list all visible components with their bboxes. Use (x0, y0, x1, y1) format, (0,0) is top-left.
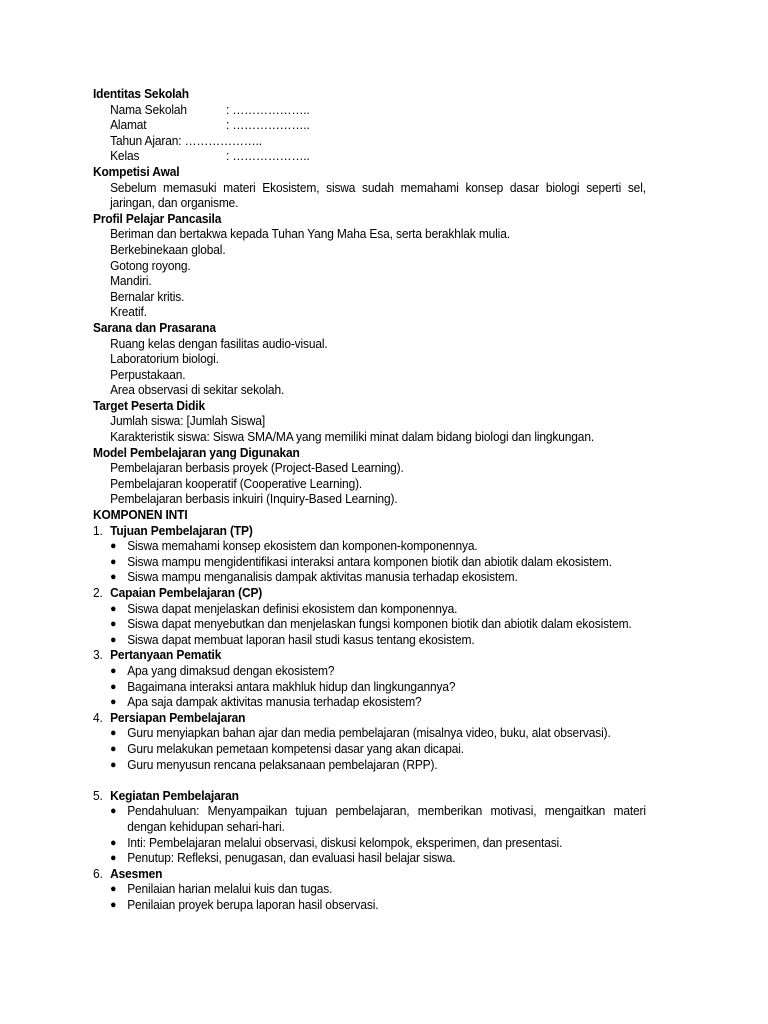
list-item: Gotong royong. (110, 258, 191, 273)
list-item: Berkebinekaan global. (110, 242, 226, 257)
profil-list (93, 227, 646, 321)
list-item: Perpustakaan. (110, 367, 186, 382)
list-item (93, 664, 646, 680)
identitas-field (93, 149, 646, 165)
list-item: Ruang kelas dengan fasilitas audio-visual. (110, 336, 328, 351)
sarana-list (93, 337, 646, 399)
list-item: Pembelajaran berbasis proyek (Project-Based Learning). (110, 461, 404, 476)
bullet-text: Penutup: Refleksi, penugasan, dan evaluasi hasil belajar siswa. (127, 851, 456, 866)
list-item (93, 570, 646, 586)
list-item (93, 851, 646, 867)
list-item (93, 633, 646, 649)
kompetensi-text: Sebelum memasuki materi Ekosistem, siswa sudah memahami konsep dasar biologi seperti sel, jaringan, dan organisme. (110, 180, 646, 211)
list-item: Mandiri. (110, 274, 152, 289)
section-number: 1. (93, 523, 103, 538)
list-item: Karakteristik siswa: Siswa SMA/MA yang memiliki minat dalam bidang biologi dan lingkungan. (110, 430, 595, 445)
bullet-icon: ● (110, 898, 117, 911)
list-item (93, 555, 646, 571)
bullet-icon: ● (110, 805, 117, 818)
target-list (93, 414, 646, 445)
bullet-text: Siswa mampu menganalisis dampak aktivitas manusia terhadap ekosistem. (127, 570, 518, 585)
list-item (93, 680, 646, 696)
list-item: Bernalar kritis. (110, 289, 185, 304)
bullet-text: Guru menyusun rencana pelaksanaan pembelajaran (RPP). (127, 757, 438, 772)
identitas-field (93, 134, 646, 150)
section-number: 6. (93, 866, 103, 881)
list-item (93, 804, 646, 835)
field-label: Nama Sekolah (110, 102, 187, 117)
list-item (93, 726, 646, 742)
field-label: Tahun Ajaran: (110, 133, 182, 148)
bullet-text: Bagaimana interaksi antara makhluk hidup dan lingkungannya? (127, 679, 456, 694)
bullet-list (93, 882, 646, 913)
section-title: Asesmen (110, 866, 163, 881)
model-list (93, 461, 646, 508)
list-item (93, 898, 646, 914)
list-item (93, 695, 646, 711)
section-heading (93, 524, 646, 540)
spacer (93, 773, 646, 789)
list-item: Pembelajaran berbasis inkuiri (Inquiry-Based Learning). (110, 492, 398, 507)
bullet-icon: ● (110, 696, 117, 709)
bullet-icon: ● (110, 758, 117, 771)
bullet-icon: ● (110, 742, 117, 755)
list-item (93, 836, 646, 852)
section-number: 2. (93, 586, 103, 600)
bullet-icon: ● (110, 836, 117, 849)
heading-kompetensi: Kompetisi Awal (93, 164, 180, 179)
heading-target: Target Peserta Didik (93, 398, 205, 413)
bullet-list (93, 804, 646, 866)
section-heading (93, 648, 646, 664)
section-title: Tujuan Pembelajaran (TP) (110, 523, 253, 538)
bullet-text: Pendahuluan: Menyampaikan tujuan pembelajaran, memberikan motivasi, mengaitkan materi dengan kehidupan sehari-hari. (127, 804, 646, 834)
section-number: 5. (93, 788, 103, 803)
bullet-text: Siswa dapat menjelaskan definisi ekosistem dan komponennya. (127, 601, 458, 616)
bullet-text: Guru melakukan pemetaan kompetensi dasar yang akan dicapai. (127, 741, 464, 756)
list-item: Laboratorium biologi. (110, 352, 219, 367)
section-heading (93, 867, 646, 883)
list-item (93, 758, 646, 774)
list-item (93, 602, 646, 618)
bullet-icon: ● (110, 571, 117, 584)
list-item (93, 539, 646, 555)
bullet-icon: ● (110, 680, 117, 693)
bullet-text: Apa saja dampak aktivitas manusia terhadap ekosistem? (127, 695, 422, 710)
bullet-text: Guru menyiapkan bahan ajar dan media pembelajaran (misalnya video, buku, alat observasi). (127, 726, 611, 741)
heading-sarana: Sarana dan Prasarana (93, 320, 216, 335)
bullet-list (93, 539, 646, 586)
bullet-text: Siswa dapat membuat laporan hasil studi kasus tentang ekosistem. (127, 632, 475, 647)
list-item: Jumlah siswa: [Jumlah Siswa] (110, 414, 266, 429)
bullet-text: Penilaian proyek berupa laporan hasil observasi. (127, 897, 379, 912)
bullet-icon: ● (110, 883, 117, 896)
heading-komponen-inti: KOMPONEN INTI (93, 508, 188, 523)
bullet-text: Apa yang dimaksud dengan ekosistem? (127, 663, 335, 678)
section-heading (93, 789, 646, 805)
bullet-text: Siswa dapat menyebutkan dan menjelaskan fungsi komponen biotik dan abiotik dalam ekosistem. (127, 617, 632, 632)
identitas-field (93, 103, 646, 119)
section-title: Pertanyaan Pematik (110, 648, 222, 663)
heading-model: Model Pembelajaran yang Digunakan (93, 445, 300, 460)
identitas-field (93, 118, 646, 134)
section-heading (93, 711, 646, 727)
list-item (93, 882, 646, 898)
document-page (93, 87, 646, 913)
field-label: Kelas (110, 149, 140, 164)
list-item: Pembelajaran kooperatif (Cooperative Learning). (110, 476, 363, 491)
bullet-text: Siswa memahami konsep ekosistem dan komponen-komponennya. (127, 539, 478, 554)
heading-profil: Profil Pelajar Pancasila (93, 211, 222, 226)
bullet-icon: ● (110, 602, 117, 615)
bullet-text: Inti: Pembelajaran melalui observasi, diskusi kelompok, eksperimen, dan presentasi. (127, 835, 563, 850)
section-title: Capaian Pembelajaran (CP) (110, 586, 263, 600)
bullet-icon: ● (110, 555, 117, 568)
bullet-text: Siswa mampu mengidentifikasi interaksi antara komponen biotik dan abiotik dalam ekosistem. (127, 554, 612, 569)
field-value: : ……………….. (226, 118, 310, 133)
field-value: ……………….. (181, 133, 262, 148)
section-number: 3. (93, 648, 103, 663)
bullet-icon: ● (110, 618, 117, 631)
bullet-icon: ● (110, 852, 117, 865)
section-title: Kegiatan Pembelajaran (110, 788, 239, 803)
bullet-icon: ● (110, 633, 117, 646)
list-item: Area observasi di sekitar sekolah. (110, 383, 285, 398)
list-item: Kreatif. (110, 305, 147, 320)
bullet-list (93, 602, 646, 649)
identitas-fields (93, 103, 646, 165)
section-title: Persiapan Pembelajaran (110, 710, 246, 725)
list-item (93, 742, 646, 758)
field-label: Alamat (110, 118, 147, 133)
bullet-list (93, 664, 646, 711)
heading-identitas: Identitas Sekolah (93, 87, 189, 101)
section-number: 4. (93, 710, 103, 725)
field-value: : ……………….. (226, 149, 310, 164)
bullet-icon: ● (110, 540, 117, 553)
list-item (93, 617, 646, 633)
bullet-icon: ● (110, 727, 117, 740)
list-item: Beriman dan bertakwa kepada Tuhan Yang Maha Esa, serta berakhlak mulia. (110, 227, 510, 242)
section-heading (93, 586, 646, 602)
field-value: : ……………….. (226, 102, 310, 117)
bullet-text: Penilaian harian melalui kuis dan tugas. (127, 882, 333, 897)
komponen-sections (93, 524, 646, 914)
bullet-list (93, 726, 646, 773)
bullet-icon: ● (110, 664, 117, 677)
